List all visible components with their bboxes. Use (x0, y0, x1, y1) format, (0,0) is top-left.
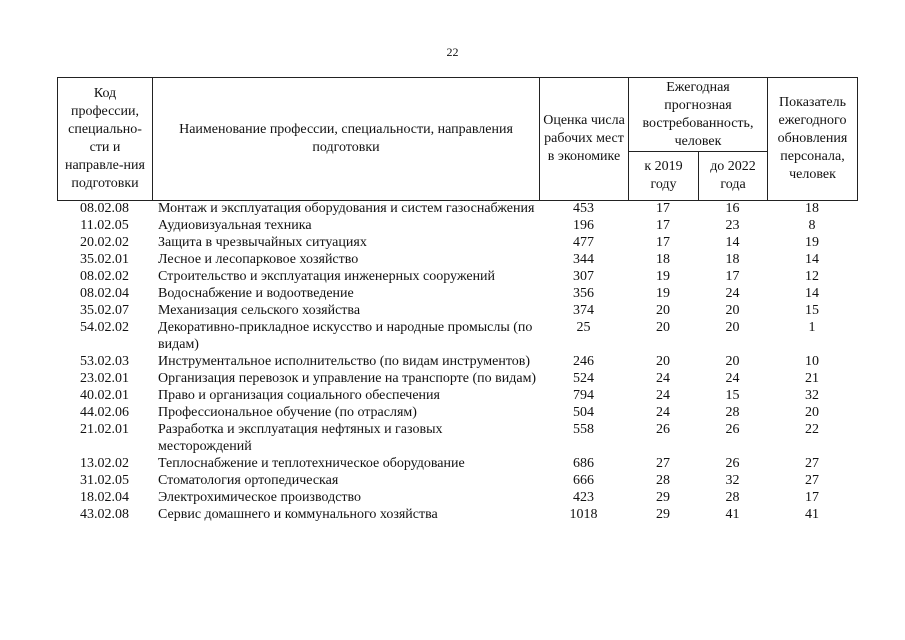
row-estimate: 344 (573, 252, 594, 267)
row-demand-2019: 24 (656, 371, 670, 386)
table-row (57, 217, 857, 234)
row-name: Стоматология ортопедическая (158, 473, 339, 488)
row-demand-2019: 17 (656, 201, 670, 216)
row-code: 31.02.05 (80, 473, 129, 488)
row-estimate: 453 (573, 201, 594, 216)
table-row (57, 421, 857, 455)
table-row (57, 404, 857, 421)
row-renewal: 1 (808, 320, 816, 335)
page-number: 22 (446, 45, 459, 59)
row-renewal: 20 (805, 405, 819, 420)
row-demand-2022: 23 (725, 218, 740, 233)
row-estimate: 246 (573, 354, 594, 369)
row-code: 23.02.01 (80, 371, 129, 386)
row-demand-2019: 26 (656, 422, 670, 437)
table-row (57, 200, 857, 217)
row-demand-2022: 17 (725, 269, 740, 284)
row-renewal: 10 (805, 354, 819, 369)
row-demand-2022: 26 (725, 422, 740, 437)
row-renewal: 19 (805, 235, 819, 250)
row-name: Защита в чрезвычайных ситуациях (158, 235, 367, 250)
header-renewal: Показатель ежегодного обновления персонала, человек (768, 78, 858, 201)
row-estimate: 307 (573, 269, 594, 284)
table-row (57, 285, 857, 302)
row-demand-2022: 20 (725, 303, 740, 318)
row-code: 18.02.04 (80, 490, 129, 505)
row-code: 13.02.02 (80, 456, 129, 471)
row-estimate: 374 (573, 303, 594, 318)
row-code: 35.02.07 (80, 303, 129, 318)
row-demand-2019: 20 (656, 320, 670, 335)
row-name: Лесное и лесопарковое хозяйство (158, 252, 359, 267)
row-name: Строительство и эксплуатация инженерных сооружений (158, 269, 496, 284)
table-row (57, 489, 857, 506)
row-code: 21.02.01 (80, 422, 129, 437)
table-row (57, 353, 857, 370)
table-row (57, 506, 857, 523)
row-estimate: 423 (573, 490, 594, 505)
row-demand-2019: 29 (656, 507, 670, 522)
row-name: Механизация сельского хозяйства (158, 303, 361, 318)
row-code: 08.02.04 (80, 286, 129, 301)
row-code: 44.02.06 (80, 405, 129, 420)
row-renewal: 12 (805, 269, 819, 284)
table-row (57, 251, 857, 268)
row-estimate: 1018 (569, 507, 598, 522)
row-demand-2022: 24 (725, 371, 740, 386)
row-demand-2019: 28 (656, 473, 670, 488)
table-row (57, 370, 857, 387)
row-name: Инструментальное исполнительство (по видам инструментов) (158, 354, 531, 369)
table-row (57, 472, 857, 489)
row-estimate: 25 (576, 320, 591, 335)
row-demand-2022: 24 (725, 286, 740, 301)
row-renewal: 32 (805, 388, 819, 403)
row-renewal: 14 (805, 286, 819, 301)
row-estimate: 504 (573, 405, 594, 420)
row-renewal: 41 (805, 507, 819, 522)
row-demand-2022: 16 (725, 201, 740, 216)
row-code: 53.02.03 (80, 354, 129, 369)
row-code: 08.02.08 (80, 201, 129, 216)
row-demand-2019: 19 (656, 269, 670, 284)
row-estimate: 196 (573, 218, 594, 233)
row-name: Аудиовизуальная техника (158, 218, 312, 233)
row-code: 40.02.01 (80, 388, 129, 403)
row-estimate: 524 (573, 371, 594, 386)
row-renewal: 17 (805, 490, 819, 505)
row-demand-2022: 41 (725, 507, 740, 522)
row-code: 35.02.01 (80, 252, 129, 267)
row-estimate: 558 (573, 422, 594, 437)
row-renewal: 8 (808, 218, 816, 233)
row-renewal: 14 (805, 252, 819, 267)
row-estimate: 356 (573, 286, 594, 301)
row-name: Теплоснабжение и теплотехническое оборудование (158, 456, 465, 471)
row-demand-2019: 20 (656, 303, 670, 318)
table-row (57, 302, 857, 319)
row-code: 43.02.08 (80, 507, 129, 522)
row-demand-2019: 27 (656, 456, 670, 471)
row-name: Разработка и эксплуатация нефтяных и газовых месторождений (158, 422, 443, 454)
row-renewal: 22 (805, 422, 819, 437)
header-to-2022: до 2022 года (699, 152, 768, 201)
header-name: Наименование профессии, специальности, направления подготовки (153, 78, 540, 201)
row-name: Водоснабжение и водоотведение (158, 286, 354, 301)
row-demand-2022: 28 (725, 405, 740, 420)
row-renewal: 15 (805, 303, 819, 318)
row-code: 11.02.05 (80, 218, 129, 233)
row-name: Профессиональное обучение (по отраслям) (158, 405, 417, 420)
row-demand-2019: 17 (656, 218, 670, 233)
row-name: Организация перевозок и управление на транспорте (по видам) (158, 371, 537, 386)
table-row (57, 455, 857, 472)
row-renewal: 27 (805, 456, 819, 471)
row-code: 20.02.02 (80, 235, 129, 250)
row-demand-2019: 24 (656, 405, 670, 420)
table-header (57, 77, 858, 201)
row-demand-2022: 20 (725, 354, 740, 369)
row-code: 08.02.02 (80, 269, 129, 284)
row-code: 54.02.02 (80, 320, 129, 335)
row-demand-2019: 17 (656, 235, 670, 250)
row-demand-2022: 26 (725, 456, 740, 471)
row-demand-2019: 20 (656, 354, 670, 369)
row-demand-2019: 24 (656, 388, 670, 403)
row-estimate: 686 (573, 456, 594, 471)
row-estimate: 794 (573, 388, 594, 403)
table-row (57, 268, 857, 285)
row-demand-2022: 18 (725, 252, 740, 267)
row-name: Декоративно-прикладное искусство и народные промыслы (по видам) (158, 320, 533, 352)
table-row (57, 387, 857, 404)
row-demand-2022: 28 (725, 490, 740, 505)
header-annual-demand: Ежегодная прогнозная востребованность, человек (629, 78, 768, 152)
row-name: Монтаж и эксплуатация оборудования и систем газоснабжения (158, 201, 535, 216)
row-renewal: 27 (805, 473, 819, 488)
row-demand-2022: 20 (725, 320, 740, 335)
data-table (57, 200, 857, 523)
header-code: Код профессии, специально-сти и направле-ния подготовки (58, 78, 153, 201)
row-demand-2019: 29 (656, 490, 670, 505)
header-estimate: Оценка числа рабочих мест в экономике (540, 78, 629, 201)
row-estimate: 477 (573, 235, 594, 250)
row-renewal: 18 (805, 201, 819, 216)
row-name: Сервис домашнего и коммунального хозяйства (158, 507, 438, 522)
row-demand-2022: 15 (725, 388, 740, 403)
row-name: Право и организация социального обеспечения (158, 388, 440, 403)
row-demand-2019: 18 (656, 252, 670, 267)
row-demand-2019: 19 (656, 286, 670, 301)
row-renewal: 21 (805, 371, 819, 386)
table-row (57, 234, 857, 251)
header-to-2019: к 2019 году (629, 152, 699, 201)
row-demand-2022: 32 (725, 473, 740, 488)
row-estimate: 666 (573, 473, 594, 488)
table-row (57, 319, 857, 353)
row-demand-2022: 14 (725, 235, 740, 250)
row-name: Электрохимическое производство (158, 490, 362, 505)
